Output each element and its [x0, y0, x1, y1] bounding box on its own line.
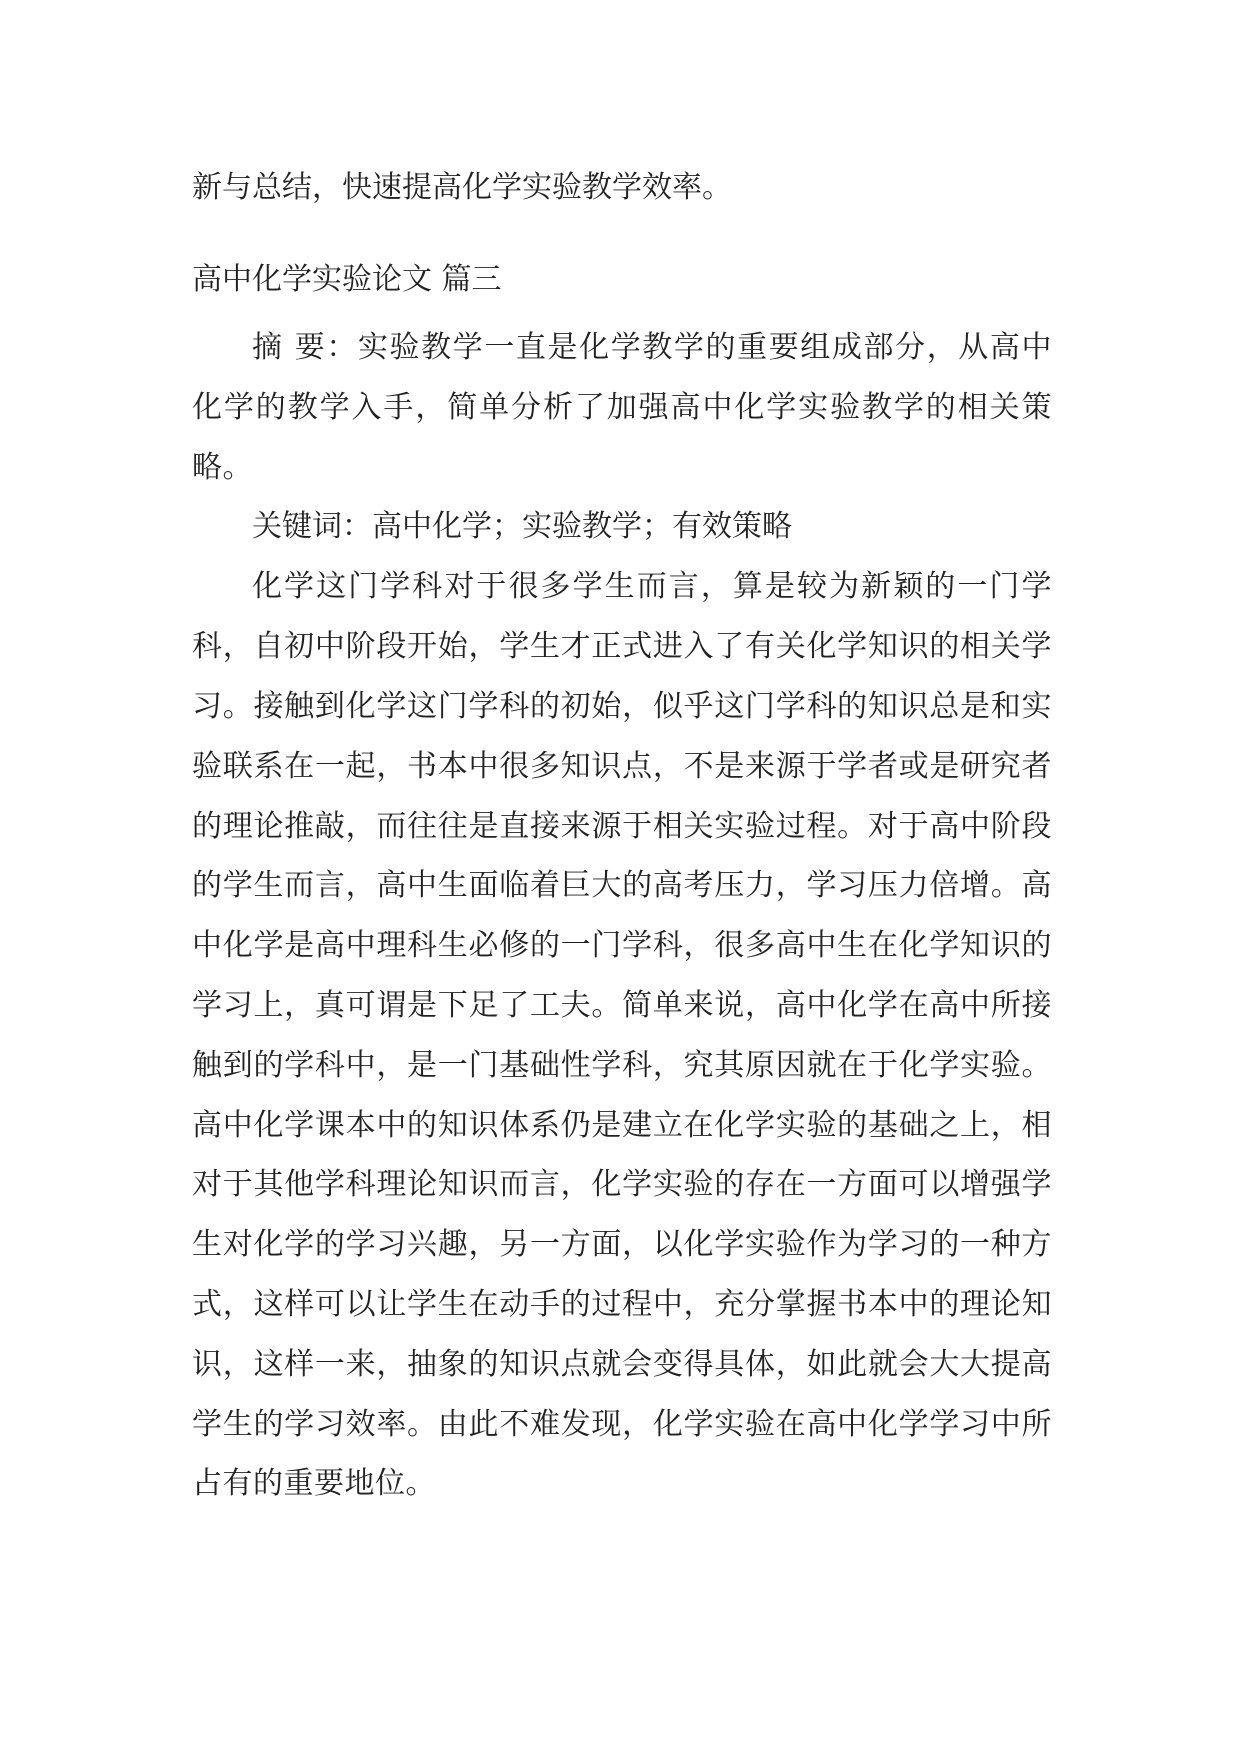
- document-page: [192, 158, 1052, 1514]
- keywords-line: 关键词：高中化学；实验教学；有效策略: [252, 509, 792, 545]
- body-paragraph: 化学这门学科对于很多学生而言，算是较为新颖的一门学科，自初中阶段开始，学生才正式进入了有关化学知识的相关学习。接触到化学这门学科的初始，似乎这门学科的知识总是和实验联系在一起，书本中很多知识点，不是来源于学者或是研究者的理论推敲，而往往是直接来源于相关实验过程。对于高中阶段的学生而言，高中生面临着巨大的高考压力，学习压力倍增。高中化学是高中理科生必修的一门学科，很多高中生在化学知识的学习上，真可谓是下足了工夫。简单来说，高中化学在高中所接触到的学科中，是一门基础性学科，究其原因就在于化学实验。高中化学课本中的知识体系仍是建立在化学实验的基础之上，相对于其他学科理论知识而言，化学实验的存在一方面可以增强学生对化学的学习兴趣，另一方面，以化学实验作为学习的一种方式，这样可以让学生在动手的过程中，充分掌握书本中的理论知识，这样一来，抽象的知识点就会变得具体，如此就会大大提高学生的学习效率。由此不难发现，化学实验在高中化学学习中所占有的重要地位。: [192, 569, 1052, 1502]
- continuation-line: 新与总结，快速提高化学实验教学效率。: [192, 170, 732, 205]
- abstract-paragraph: 摘 要：实验教学一直是化学教学的重要组成部分，从高中化学的教学入手，简单分析了加强高中化学实验教学的相关策略。: [192, 330, 1052, 485]
- section-title: 高中化学实验论文 篇三: [192, 262, 502, 297]
